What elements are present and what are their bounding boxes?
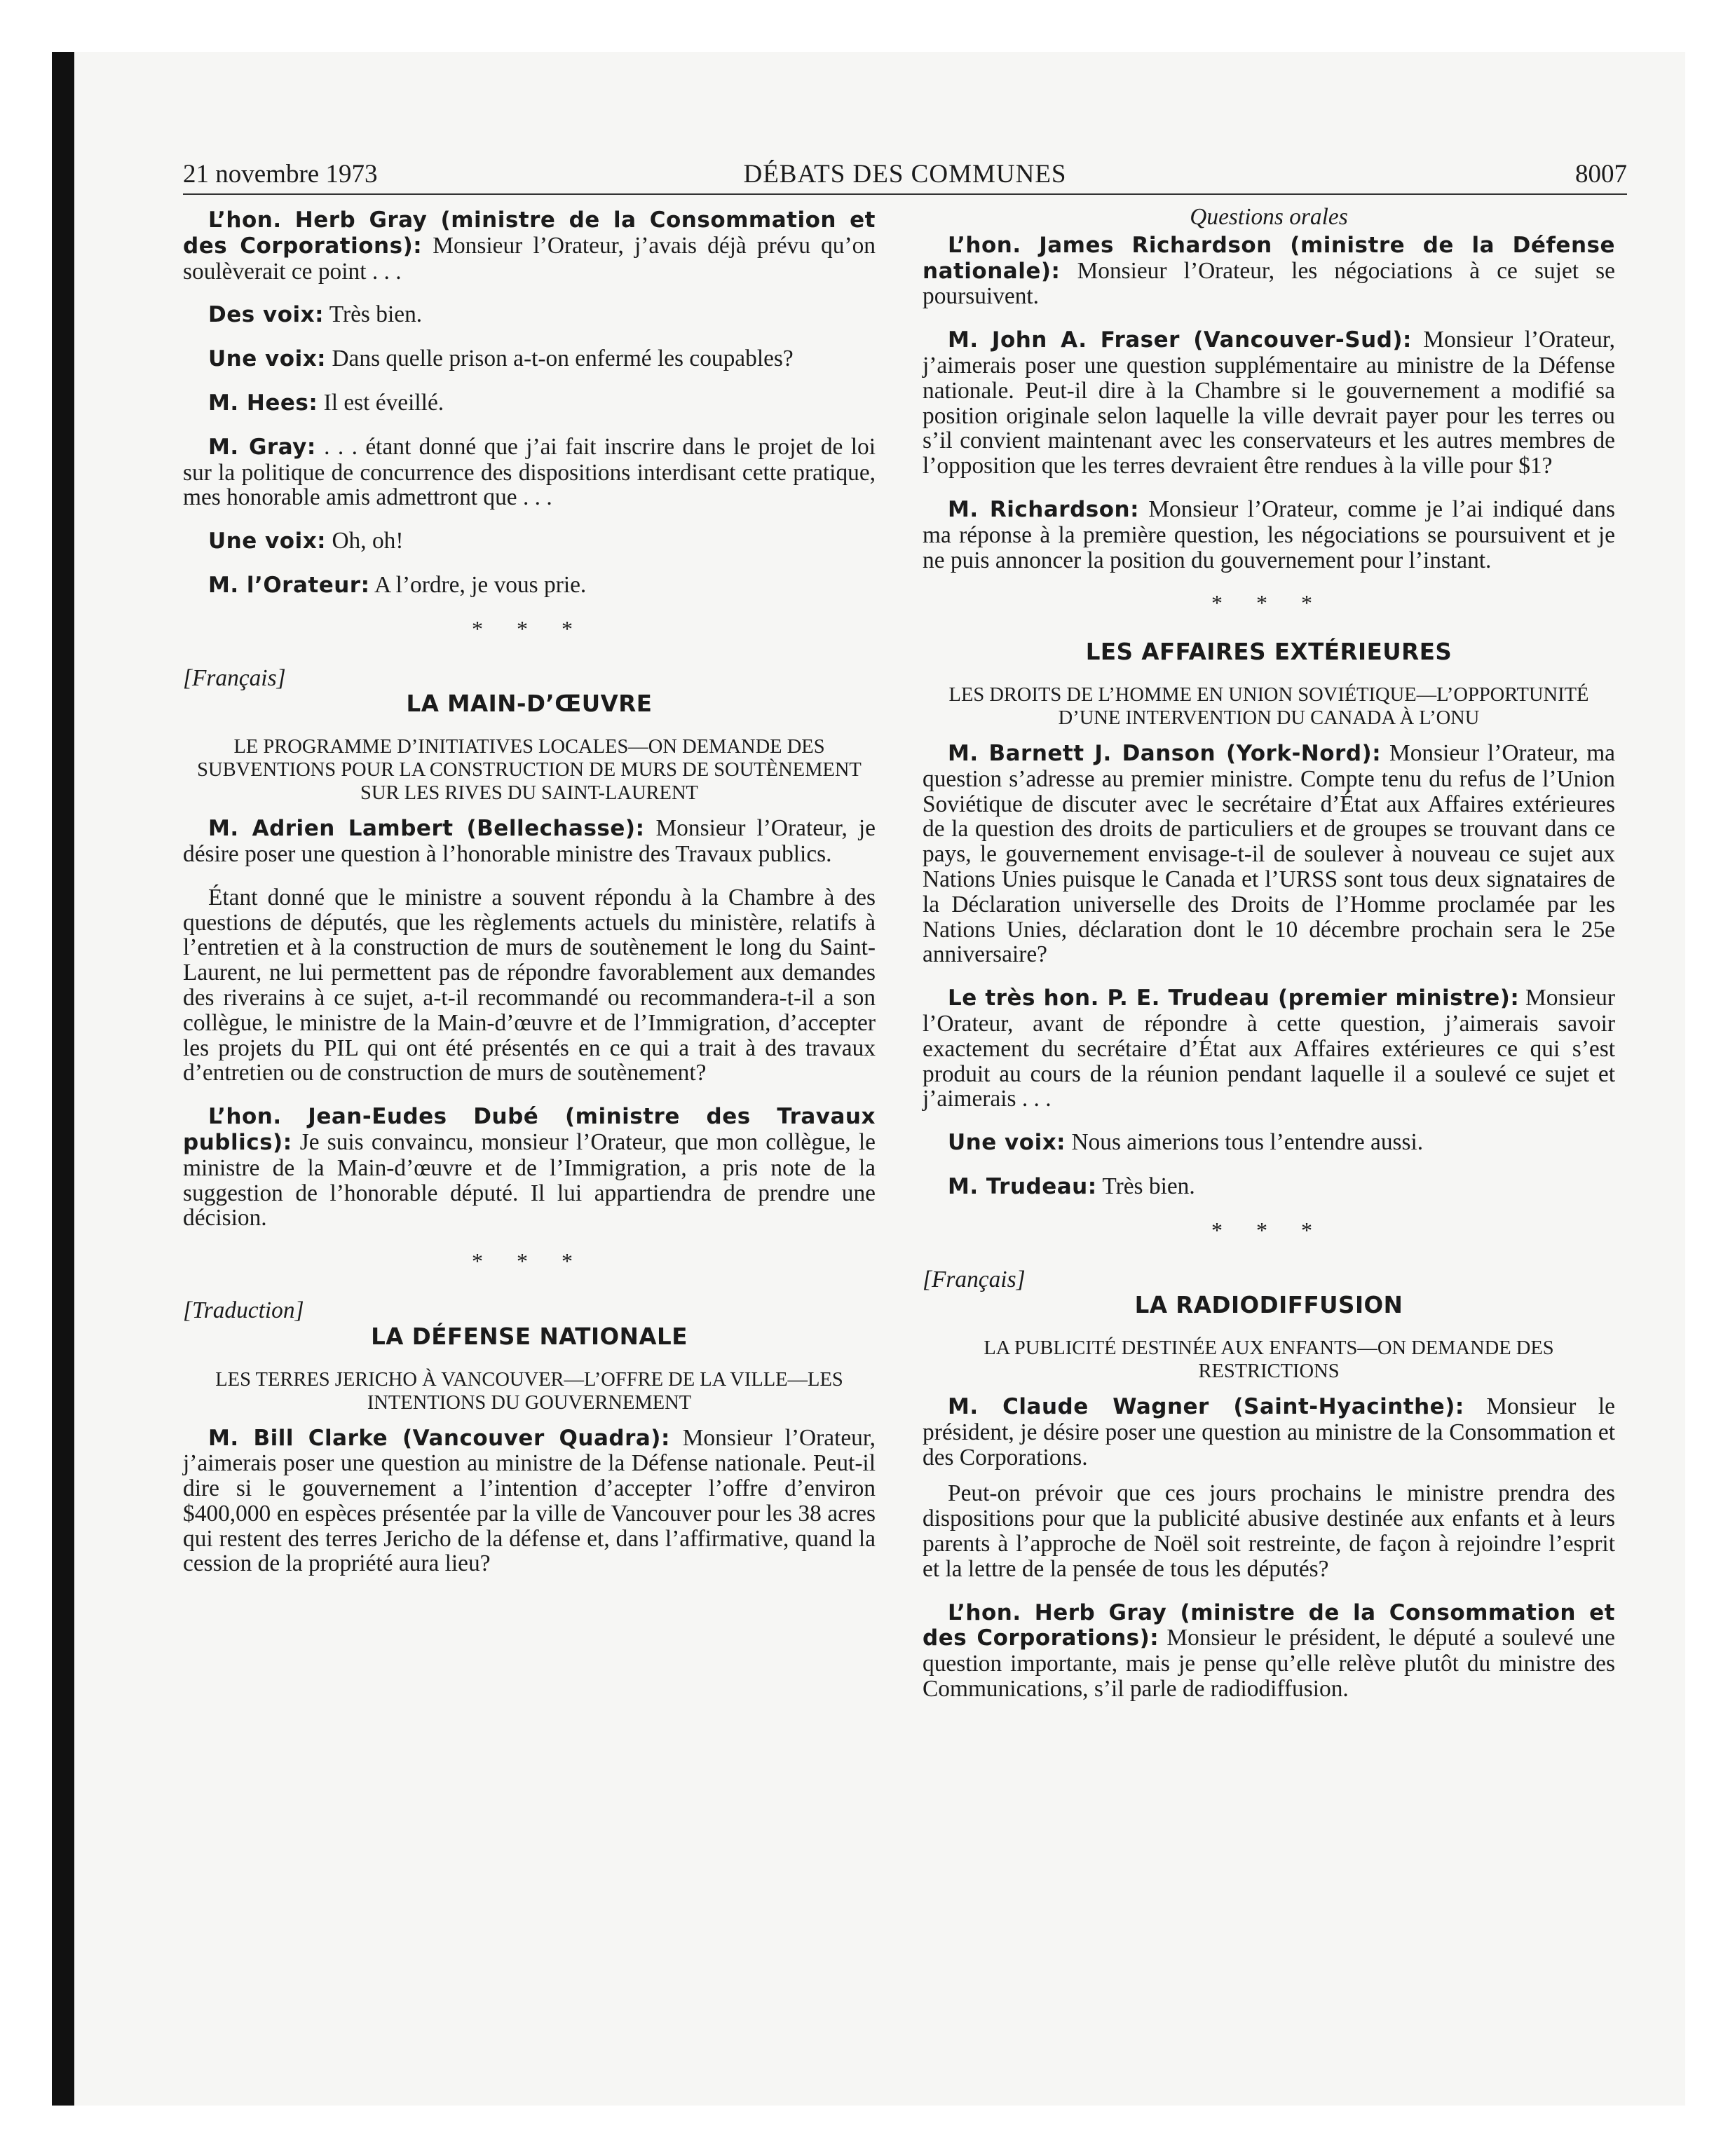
speech: Nous aimerions tous l’entendre aussi. <box>1066 1129 1424 1156</box>
speech: Dans quelle prison a-t-on enfermé les coupables? <box>326 346 794 372</box>
language-tag: [Français] <box>923 1266 1026 1292</box>
speech: Monsieur le président, je désire poser une question au ministre de la Consommation et des Corporations. <box>923 1393 1616 1471</box>
paragraph <box>183 1104 876 1231</box>
speaker: Une voix: <box>208 346 327 372</box>
speech: Monsieur l’Orateur, avant de répondre à cette question, j’aimerais savoir exactement du secrétaire d’État aux Affaires extérieures ce qui s’est produit au cours de la réunion pendant laquelle il a soulevé ce sujet et j’aimerais . . . <box>923 985 1615 1112</box>
paragraph <box>923 985 1615 1112</box>
speech: Très bien. <box>324 301 423 328</box>
subheading: LES DROITS DE L’HOMME EN UNION SOVIÉTIQUE—L’OPPORTUNITÉ D’UNE INTERVENTION DU CANADA À L’ONU <box>948 683 1589 729</box>
speaker: M. Gray: <box>208 434 316 460</box>
scan-edge-bar <box>52 52 74 2106</box>
subheading: LE PROGRAMME D’INITIATIVES LOCALES—ON DEMANDE DES SUBVENTIONS POUR LA CONSTRUCTION DE MURS DE SOUTÈNEMENT SUR LES RIVES DU SAINT-LAURENT <box>197 736 862 805</box>
section-separator: * * * <box>1211 590 1326 616</box>
speaker: L’hon. Jean-Eudes Dubé (ministre des Travaux publics): <box>183 1104 876 1155</box>
speech: A l’ordre, je vous prie. <box>369 571 587 598</box>
speaker: M. Adrien Lambert (Bellechasse): <box>208 816 645 842</box>
speech: Monsieur le président, le député a soulevé une question importante, mais je pense qu’elle relève plutôt du ministre des Communications, s’il parle de radiodiffusion. <box>923 1625 1615 1703</box>
paragraph <box>923 327 1615 479</box>
paragraph: Étant donné que le ministre a souvent répondu à la Chambre à des questions de députés, que les règlements actuels du ministère, relatifs à l’entretien et à la construction de murs de soutènement le long du Saint-Laurent, ne lui permettent pas de répondre favorablement aux demandes des riverains à ce sujet, a-t-il recommandé ou recommandera-t-il a son collègue, le ministre de la Main-d’œuvre et de l’Immigration, d’accepter les projets du PIL qui ont été présentés en ce qui a trait à des travaux d’entretien ou de construction de murs de soutènement? <box>183 884 876 1086</box>
speaker: Une voix: <box>948 1130 1066 1156</box>
speaker: M. Richardson: <box>948 496 1139 522</box>
language-tag: [Français] <box>183 664 286 691</box>
speaker: L’hon. Herb Gray (ministre de la Consommation et des Corporations): <box>183 207 876 259</box>
page-number: 8007 <box>1575 160 1627 189</box>
speaker: M. Hees: <box>208 390 318 416</box>
paragraph <box>183 816 876 867</box>
header-date: 21 novembre 1973 <box>183 160 378 189</box>
speech: Monsieur l’Orateur, je désire poser une question à l’honorable ministre des Travaux publics. <box>183 815 876 867</box>
speaker: M. Claude Wagner (Saint-Hyacinthe): <box>948 1394 1464 1420</box>
paragraph <box>923 1394 1615 1470</box>
header-title: DÉBATS DES COMMUNES <box>743 160 1067 189</box>
section-separator: * * * <box>472 1248 587 1274</box>
paragraph <box>923 1174 1615 1200</box>
section-title: LA RADIODIFFUSION <box>1134 1292 1403 1319</box>
speaker: Des voix: <box>208 302 325 328</box>
speech: Monsieur l’Orateur, j’aimerais poser une question au ministre de la Défense nationale. Peut-il dire si le gouvernement a l’intention d’accepter l’offre d’environ $400,000 en espèces présentée par la ville de Vancouver pour les 38 acres qui restent des terres Jericho de la défense et, dans l’affirmative, quand la cession de la propriété aura lieu? <box>183 1424 876 1577</box>
speaker: M. Trudeau: <box>948 1173 1097 1199</box>
speech: Monsieur l’Orateur, j’aimerais poser une question supplémentaire au ministre de la Défense nationale. Peut-il dire à la Chambre si le gouvernement a modifié sa position originale selon laquelle la ville devrait payer pour les terres ou s’il convient maintenant avec les conservateurs et les autres membres de l’opposition que les terres devraient être rendues à la ville pour $1? <box>923 327 1615 479</box>
subheading: LA PUBLICITÉ DESTINÉE AUX ENFANTS—ON DEMANDE DES RESTRICTIONS <box>984 1337 1554 1383</box>
speech: . . . étant donné que j’ai fait inscrire dans le projet de loi sur la politique de concurrence des dispositions interdisant cette pratique, mes honorable amis admettront que . . . <box>183 433 876 511</box>
speaker: Une voix: <box>208 528 327 554</box>
speech: Monsieur l’Orateur, comme je l’ai indiqué dans ma réponse à la première question, les négociations se poursuivent et je ne puis annoncer la position du gouvernement pour l’instant. <box>923 496 1615 573</box>
left-column <box>183 207 876 1595</box>
speaker: M. John A. Fraser (Vancouver-Sud): <box>948 327 1412 353</box>
speaker: M. Bill Clarke (Vancouver Quadra): <box>208 1425 670 1451</box>
paragraph: Peut-on prévoir que ces jours prochains le ministre prendra des dispositions pour que la publicité abusive destinée aux enfants et à leurs parents à l’approche de Noël soit restreinte, de façon à rejoindre l’esprit et la lettre de la pensée de tous les députés? <box>923 1480 1615 1582</box>
section-separator: * * * <box>1211 1217 1326 1243</box>
paragraph <box>183 302 876 328</box>
speech: Il est éveillé. <box>318 389 444 416</box>
rubric: Questions orales <box>1190 204 1348 230</box>
speech: Monsieur l’Orateur, ma question s’adresse au premier ministre. Compte tenu du refus de l’Union Soviétique de discuter avec le secrétaire d’État aux Affaires extérieures de la question des droits de particuliers et de groupes se trouvant dans ce pays, le gouvernement envisage-t-il de soulever à nouveau ce sujet aux Nations Unies puisque le Canada et l’URSS sont tous deux signataires de la Déclaration universelle des Droits de l’Homme proclamée par les Nations Unies, déclaration dont le 10 décembre prochain sera le 25e anniversaire? <box>923 739 1615 968</box>
paragraph <box>923 497 1615 573</box>
language-tag: [Traduction] <box>183 1297 304 1323</box>
speech: Monsieur l’Orateur, j’avais déjà prévu qu’on soulèverait ce point . . . <box>183 232 876 285</box>
paragraph <box>923 741 1615 967</box>
speaker: Le très hon. P. E. Trudeau (premier ministre): <box>948 985 1520 1011</box>
section-title: LES AFFAIRES EXTÉRIEURES <box>1085 639 1452 666</box>
speaker: L’hon. James Richardson (ministre de la Défense nationale): <box>923 232 1615 284</box>
speaker: M. l’Orateur: <box>208 572 370 598</box>
running-head <box>183 157 1627 195</box>
section-title: LA DÉFENSE NATIONALE <box>371 1323 688 1350</box>
paragraph <box>183 573 876 599</box>
paragraph <box>183 390 876 416</box>
paragraph <box>183 1426 876 1577</box>
paragraph <box>183 207 876 284</box>
speaker: M. Barnett J. Danson (York-Nord): <box>948 740 1382 766</box>
speech: Monsieur l’Orateur, les négociations à ce sujet se poursuivent. <box>923 257 1615 310</box>
speaker: L’hon. Herb Gray (ministre de la Consommation et des Corporations): <box>923 1599 1615 1651</box>
speech: Très bien. <box>1096 1173 1195 1199</box>
paragraph <box>183 346 876 372</box>
paragraph <box>923 1130 1615 1156</box>
paragraph <box>923 1600 1615 1702</box>
subheading: LES TERRES JERICHO À VANCOUVER—L’OFFRE DE LA VILLE—LES INTENTIONS DU GOUVERNEMENT <box>215 1368 843 1414</box>
paragraph <box>183 528 876 554</box>
paragraph <box>183 435 876 510</box>
paragraph <box>923 233 1615 309</box>
section-separator: * * * <box>472 615 587 641</box>
right-column <box>923 204 1616 1720</box>
speech: Je suis convaincu, monsieur l’Orateur, que mon collègue, le ministre de la Main-d’œuvre et de l’Immigration, a pris note de la suggestion de l’honorable député. Il lui appartiendra de prendre une décision. <box>183 1128 876 1231</box>
section-title: LA MAIN-D’ŒUVRE <box>406 690 653 718</box>
speech: Oh, oh! <box>326 528 404 554</box>
